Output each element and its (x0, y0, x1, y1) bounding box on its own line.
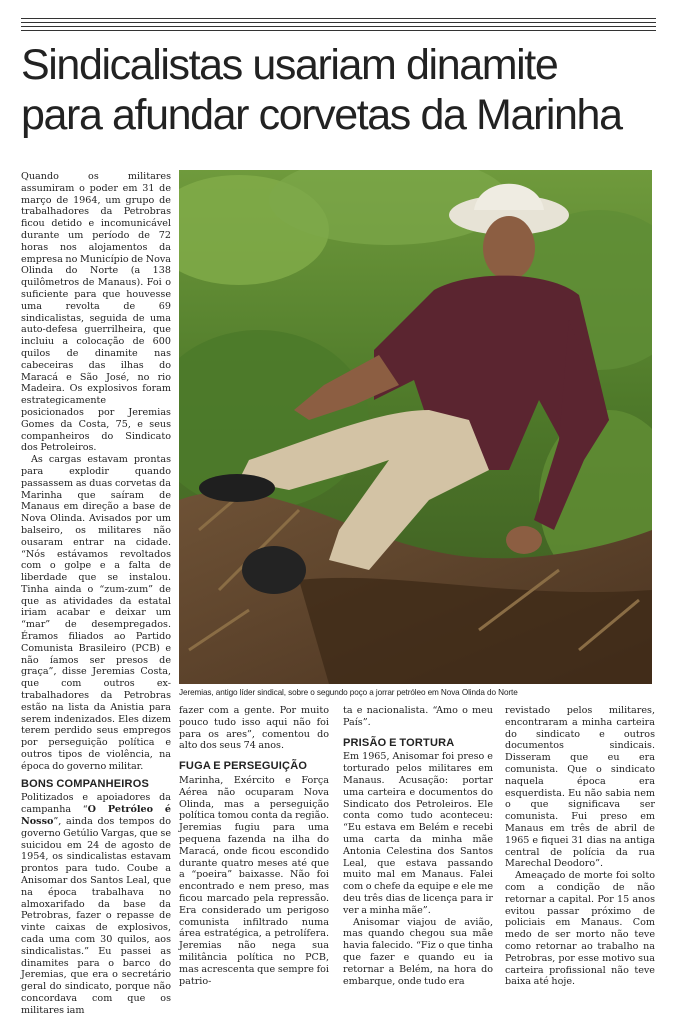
paragraph: Marinha, Exército e Força Aérea não ocuparam Nova Olinda, mas a perseguição política tomou conta da região. Jeremias fugiu para uma pequena fazenda na ilha do Maracá, onde ficou escondido durante quatro meses até que a “poeira” baixasse. Não foi encontrado e nem preso, mas ficou marcado pela repressão. Era considerado um perigoso comunista infiltrado numa área estratégica, a petrolífera. Jeremias não nega sua militância política no PCB, mas acrescenta que sempre foi patrio- (179, 774, 329, 987)
photo-image (179, 170, 652, 684)
column-2 (179, 705, 329, 987)
headline (21, 40, 661, 140)
column-3 (343, 705, 493, 987)
text-run: ”, ainda dos tempos do governo Getúlio Vargas, que se suicidou em 24 de agosto de 1954, os sindicalistas estavam prontos para tudo. Coube a Anisomar dos Santos Leal, que na época trabalhava no almoxarifado da base da Petrobras, fazer o repasse de vinte caixas de explosivos, cada uma com 30 quilos, aos sindicalistas.” Eu passei as dinamites para o barco do Jeremias, que era o secretário geral do sindicato, porque não concordava com que os militares iam (21, 816, 171, 1016)
photo-caption: Jeremias, antigo líder sindical, sobre o segundo poço a jorrar petróleo em Nova Olinda do Norte (179, 688, 518, 697)
section-heading: FUGA E PERSEGUIÇÃO (179, 760, 308, 773)
paragraph: revistado pelos militares, encontraram a minha carteira do sindicato e outros documentos sindicais. Disseram que eu era comunista. Que o sindicato naquela época era esquerdista. Eu não sabia nem o que significava ser comunista. Fui preso em Manaus em três de abril de 1965 e fiquei 31 dias na antiga central de polícia da rua Marechal Deodoro”. (505, 705, 655, 870)
paragraph: Anisomar viajou de avião, mas quando chegou sua mãe havia falecido. “Fiz o que tinha que fazer e quando eu ia retornar a Belém, na hora do embarque, onde tudo era (343, 916, 493, 987)
paragraph: Quando os militares assumiram o poder em 31 de março de 1964, um grupo de trabalhadores da Petrobras ficou detido e incomunicável durante um período de 72 horas nos alojamentos da empresa no Município de Nova Olinda do Norte (a 138 quilômetros de Manaus). Foi o suficiente para que houvesse uma revolta de 69 sindicalistas, seguida de uma auto-defesa guerrilheira, que incluiu a colocação de 600 quilos de dinamite nas cabeceiras das ilhas do Maracá e São José, no rio Madeira. Os explosivos foram estrategicamente posicionados por Jeremias Gomes da Costa, 75, e seus companheiros do Sindicato dos Petroleiros. (21, 171, 171, 454)
paragraph: fazer com a gente. Por muito pouco tudo isso aqui não foi para os ares”, comentou do alto dos seus 74 anos. (179, 705, 329, 752)
campaign-name: O Petróleo é Nosso (21, 804, 171, 828)
headline-line-2: para afundar corvetas da Marinha (21, 91, 622, 139)
top-rule (21, 26, 656, 27)
paragraph: ta e nacionalista. “Amo o meu País”. (343, 705, 493, 728)
paragraph: Ameaçado de morte foi solto com a condição de não retornar a capital. Por 15 anos evitou passar próximo de policiais em Manaus. Com medo de ser morto não teve como retornar ao trabalho na Petrobras, por esse motivo sua carteira profissional não teve baixa até hoje. (505, 870, 655, 988)
paragraph: Em 1965, Anisomar foi preso e torturado pelos militares em Manaus. Acusação: portar uma carteira e documentos do Sindicato dos Petroleiros. Ele conta como tudo aconteceu: “Eu estava em Belém e recebi uma carta da minha mãe Antonia Celestina dos Santos Leal, que estava passando muito mal em Manaus. Falei com o chefe da equipe e ele me deu três dias de licença para ir ver a minha mãe”. (343, 751, 493, 916)
paragraph: As cargas estavam prontas para explodir quando passassem as duas corvetas da Marinha que saíram de Manaus em direção a base de Nova Olinda. Avisados por um balseiro, os militares não ousaram entrar na cidade. “Nós estávamos revoltados com o golpe e a falta de liberdade que se instalou. Tinha ainda o “zum-zum” de que as atividades da estatal iriam acabar e deixar um “mar” de desempregados. Éramos filiados ao Partido Comunista Brasileiro (PCB) e não íamos ser presos de graça”, disse Jeremias Costa, que com outros ex-trabalhadores da Petrobras estão na lista da Anistia para serem indenizados. Eles dizem terem perdido seus empregos por perseguição política e outros tipos de violência, na época do governo militar. (21, 454, 171, 772)
text-run: Politizados e apoiadores da campanha “ (21, 792, 171, 816)
top-rule (21, 22, 656, 23)
section-heading: PRISÃO E TORTURA (343, 736, 455, 749)
photo-jeremias (179, 170, 652, 684)
column-1 (21, 171, 171, 1017)
column-4 (505, 705, 655, 988)
headline-line-1: Sindicalistas usariam dinamite (21, 41, 558, 89)
paragraph (21, 792, 171, 1016)
top-rule (21, 30, 656, 31)
top-rule (21, 18, 656, 19)
section-heading: BONS COMPANHEIROS (21, 777, 149, 790)
